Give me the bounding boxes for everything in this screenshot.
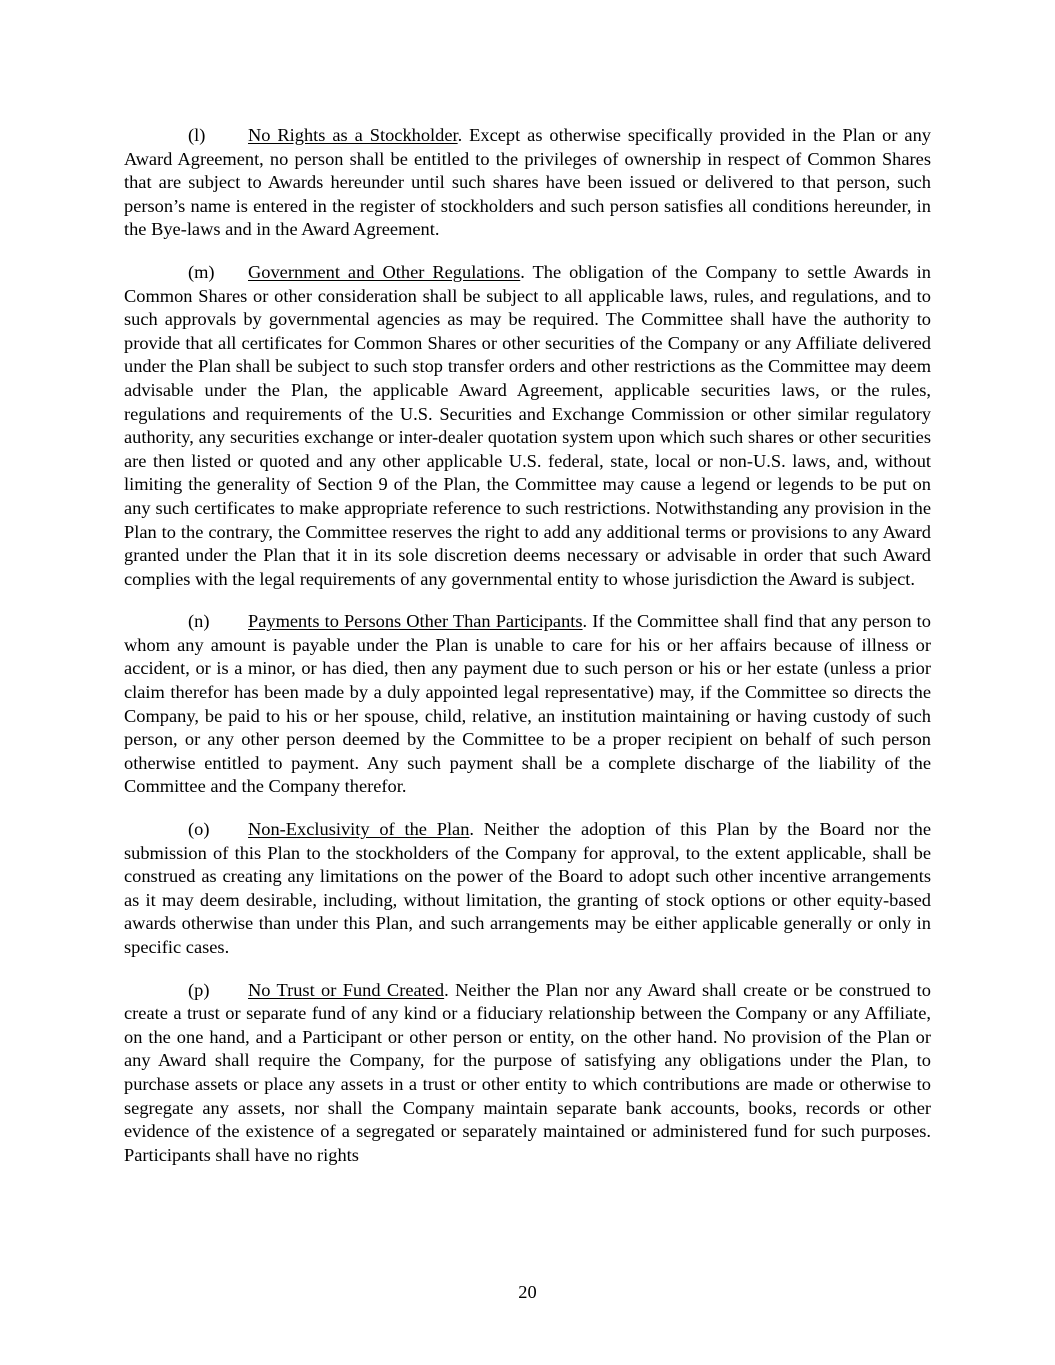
- section-label: (n): [188, 611, 210, 632]
- section-label: (m): [188, 261, 215, 282]
- section-o: [124, 818, 931, 960]
- section-text: . Except as otherwise specifically provided in the Plan or any Award Agreement, no person shall be entitled to the privileges of ownership in respect of Common Shares that are subject to Awards hereunder until such shares have been issued or delivered to that person, such person’s name is entered in the register of stockholders and such person satisfies all conditions hereunder, in the Bye-laws and in the Award Agreement.: [124, 125, 931, 240]
- section-text: . Neither the adoption of this Plan by the Board nor the submission of this Plan to the stockholders of the Company for approval, to the extent applicable, shall be construed as creating any limitations on the power of the Board to adopt such other incentive arrangements as it may deem desirable, including, without limitation, the granting of stock options or other equity-based awards otherwise than under this Plan, and such arrangements may be either applicable generally or only in specific cases.: [124, 819, 931, 957]
- page-number: 20: [518, 1282, 537, 1302]
- section-text: . The obligation of the Company to settle Awards in Common Shares or other consideration shall be subject to all applicable laws, rules, and regulations, and to such approvals by governmental agencies as may be required. The Committee shall have the authority to provide that all certificates for Common Shares or other securities of the Company or any Affiliate delivered under the Plan shall be subject to such stop transfer orders and other restrictions as the Committee may deem advisable under the Plan, the applicable Award Agreement, applicable securities laws, or the rules, regulations and requirements of the U.S. Securities and Exchange Commission or other similar regulatory authority, any securities exchange or inter-dealer quotation system upon which such shares or other securities are then listed or quoted and any other applicable U.S. federal, state, local or non-U.S. laws, and, without limiting the generality of Section 9 of the Plan, the Committee may cause a legend or legends to be put on any such certificates to make appropriate reference to such restrictions. Notwithstanding any provision in the Plan to the contrary, the Committee reserves the right to add any additional terms or provisions to any Award granted under the Plan that it in its sole discretion deems necessary or advisable in order that such Award complies with the legal requirements of any governmental entity to whose jurisdiction the Award is subject.: [124, 261, 931, 589]
- section-heading: Payments to Persons Other Than Participants: [248, 611, 583, 632]
- section-label: (p): [188, 979, 210, 1000]
- section-text: . If the Committee shall find that any person to whom any amount is payable under the Plan is unable to care for his or her affairs because of illness or accident, or is a minor, or has died, then any payment due to such person or his or her estate (unless a prior claim therefor has been made by a duly appointed legal representative) may, if the Committee so directs the Company, be paid to his or her spouse, child, relative, an institution maintaining or having custody of such person, or any other person deemed by the Committee to be a proper recipient on behalf of such person otherwise entitled to payment. Any such payment shall be a complete discharge of the liability of the Committee and the Company therefor.: [124, 611, 931, 797]
- section-p: [124, 979, 931, 1168]
- section-m: [124, 261, 931, 591]
- section-heading: No Trust or Fund Created: [248, 979, 445, 1000]
- section-heading: Non-Exclusivity of the Plan: [248, 819, 470, 840]
- section-heading: No Rights as a Stockholder: [248, 125, 458, 145]
- section-label: (l): [188, 125, 206, 145]
- section-l: [124, 124, 931, 242]
- section-text: . Neither the Plan nor any Award shall create or be construed to create a trust or separate fund of any kind or a fiduciary relationship between the Company or any Affiliate, on the one hand, and a Participant or other person or entity, on the other hand. No provision of the Plan or any Award shall require the Company, for the purpose of satisfying any obligations under the Plan, to purchase assets or place any assets in a trust or other entity to which contributions are made or otherwise to segregate any assets, nor shall the Company maintain separate bank accounts, books, records or other evidence of the existence of a segregated or separately maintained or administered fund for such purposes. Participants shall have no rights: [124, 979, 931, 1165]
- section-label: (o): [188, 819, 210, 840]
- section-heading: Government and Other Regulations: [248, 261, 521, 282]
- section-n: [124, 610, 931, 799]
- document-page: [124, 124, 931, 1186]
